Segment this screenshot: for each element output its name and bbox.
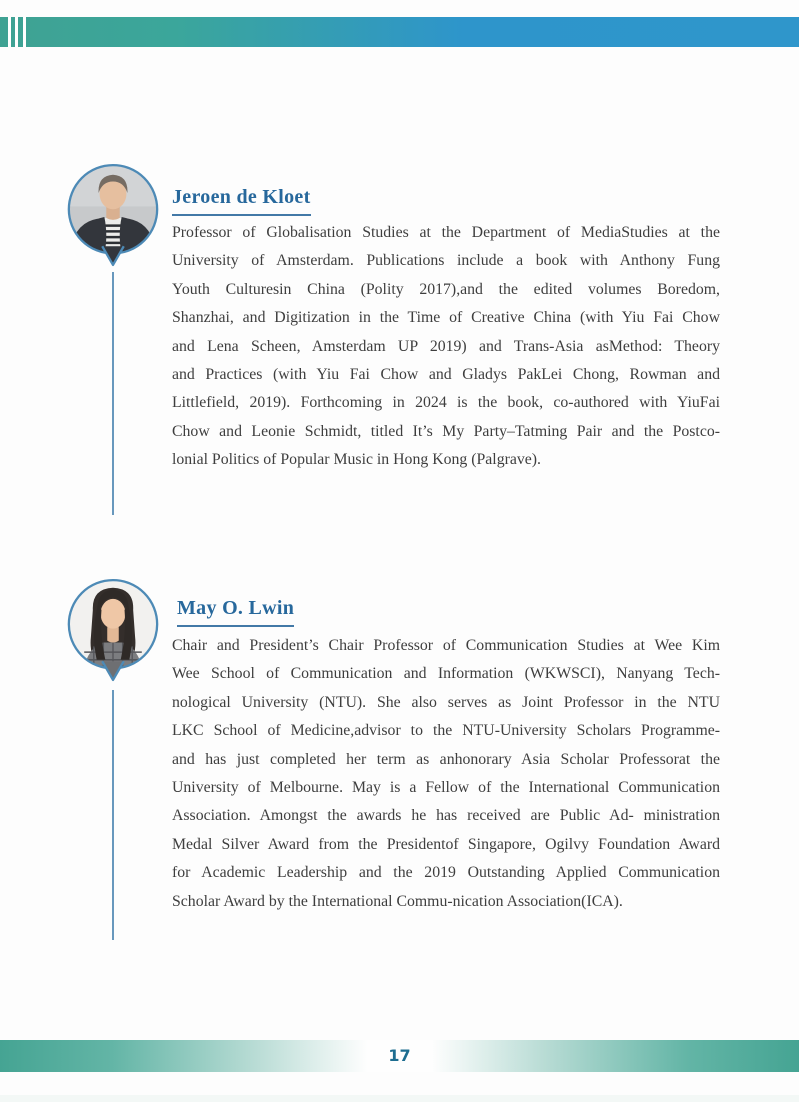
bio-text-line: University of Amsterdam. Publications include a book with Anthony Fung <box>172 252 720 270</box>
bio-text-line: Chow and Leonie Schmidt, titled It’s My Party–Tatming Pair and the Postco- <box>172 422 720 440</box>
timeline-connector-line <box>112 690 114 940</box>
bio-text-line: for Academic Leadership and the 2019 Outstanding Applied Communication <box>172 864 720 882</box>
bio-text-line: Shanzhai, and Digitization in the Time of Creative China (with Yiu Fai Chow <box>172 309 720 327</box>
bio-text-line: Littlefield, 2019). Forthcoming in 2024 is the book, co-authored with YiuFai <box>172 394 720 412</box>
speaker-name: Jeroen de Kloet <box>172 186 311 216</box>
header-stripe <box>23 17 26 47</box>
bio-text-line: and Practices (with Yiu Fai Chow and Gladys PakLei Chong, Rowman and <box>172 365 720 383</box>
bio-text-line: LKC School of Medicine,advisor to the NTU-University Scholars Programme- <box>172 722 720 740</box>
footer-bar <box>0 1040 799 1072</box>
bio-text-line: nological University (NTU). She also serves as Joint Professor in the NTU <box>172 693 720 711</box>
bio-paragraph <box>172 632 720 916</box>
bio-text-line: Medal Silver Award from the Presidentof Singapore, Ogilvy Foundation Award <box>172 835 720 853</box>
bio-text-line: Chair and President’s Chair Professor of Communication Studies at Wee Kim <box>172 637 720 654</box>
speaker-name: May O. Lwin <box>177 597 294 627</box>
bottom-edge-strip <box>0 1095 799 1102</box>
bio-text-line: Association. Amongst the awards he has received are Public Ad- ministration <box>172 807 720 825</box>
bio-text-line: University of Melbourne. May is a Fellow of the International Communication <box>172 778 720 796</box>
bio-text-line: Scholar Award by the International Commu-nication Association(ICA). <box>172 892 623 910</box>
female-portrait-photo-icon <box>65 577 161 685</box>
bio-text-line: and has just completed her term as anhonorary Asia Scholar Professorat the <box>172 750 720 768</box>
bio-text-line: Youth Culturesin China (Polity 2017),and the edited volumes Boredom, <box>172 280 720 298</box>
bio-text-line: lonial Politics of Popular Music in Hong Kong (Palgrave). <box>172 451 541 469</box>
male-portrait-photo-icon <box>65 162 161 270</box>
bio-text-line: Professor of Globalisation Studies at the Department of MediaStudies at the <box>172 224 720 241</box>
header-bar <box>0 17 799 47</box>
header-stripe <box>8 17 11 47</box>
timeline-connector-line <box>112 272 114 515</box>
header-stripe <box>15 17 18 47</box>
page-number: 17 <box>388 1046 411 1065</box>
bio-paragraph <box>172 219 720 475</box>
bio-text-line: and Lena Scheen, Amsterdam UP 2019) and Trans-Asia asMethod: Theory <box>172 337 720 355</box>
bio-text-line: Wee School of Communication and Information (WKWSCI), Nanyang Tech- <box>172 665 720 683</box>
